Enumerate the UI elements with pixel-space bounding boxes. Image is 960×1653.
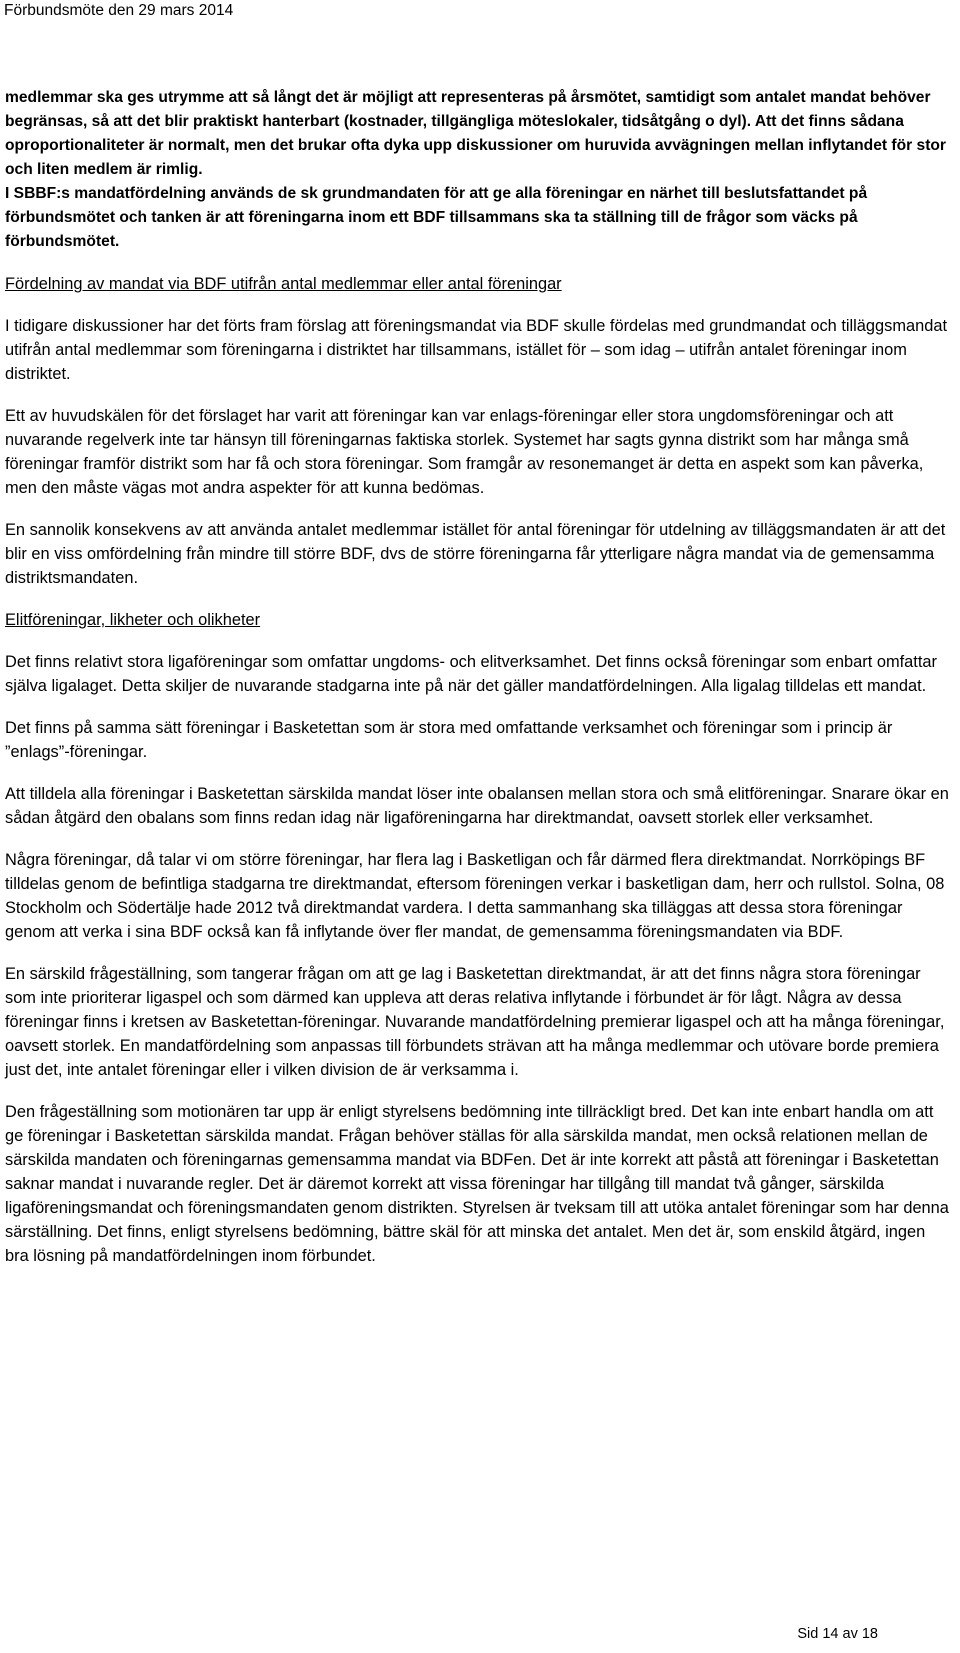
bold-paragraph-text: medlemmar ska ges utrymme att så långt det är möjligt att representeras på årsmötet, samtidigt som antalet mandat behöver begränsas, så att det blir praktiskt hanterbart (kostnader, tillgängliga möteslokaler, tidsåtgång o dyl). Att det finns sådana oproportionaliteter är normalt, men det brukar ofta dyka upp diskussioner om huruvida avvägningen mellan inflytandet för stor och liten medlem är rimlig. bbox=[5, 89, 946, 178]
paragraph: I tidigare diskussioner har det förts fram förslag att föreningsmandat via BDF skulle fördelas med grundmandat och tilläggsmandat utifrån antal medlemmar som föreningarna i distriktet har tillsammans, istället för – som idag – utifrån antalet föreningar inom distriktet. bbox=[5, 317, 948, 383]
bold-paragraph-continuation: I SBBF:s mandatfördelning används de sk grundmandaten för att ge alla föreningar en närhet till beslutsfattandet på förbundsmötet och tanken är att föreningarna inom ett BDF tillsammans ska ta ställning till de frågor som väcks på förbundsmötet. bbox=[5, 185, 868, 250]
paragraph: Ett av huvudskälen för det förslaget har varit att föreningar kan var enlags-föreningar eller stora ungdomsföreningar och att nuvarande regelverk inte tar hänsyn till föreningarnas faktiska storlek. Systemet har sagts gynna distrikt som har många små föreningar framför distrikt som har få och stora föreningar. Som framgår av resonemanget är detta en aspekt som kan påverka, men den måste vägas mot andra aspekter för att kunna bedömas. bbox=[5, 407, 924, 497]
section-heading-elite-clubs: Elitföreningar, likheter och olikheter bbox=[5, 611, 261, 629]
paragraph: Det finns relativt stora ligaföreningar som omfattar ungdoms- och elitverksamhet. Det finns också föreningar som enbart omfattar själva ligalaget. Detta skiljer de nuvarande stadgarna inte på när det gäller mandatfördelningen. Alla ligalag tilldelas ett mandat. bbox=[5, 653, 937, 695]
paragraph: Att tilldela alla föreningar i Basketettan särskilda mandat löser inte obalansen mellan stora och små elitföreningar. Snarare ökar en sådan åtgärd den obalans som finns redan idag när ligaföreningarna har direktmandat, oavsett storlek eller verksamhet. bbox=[5, 785, 949, 827]
section-heading-mandate-distribution: Fördelning av mandat via BDF utifrån antal medlemmar eller antal föreningar bbox=[5, 275, 562, 293]
paragraph: Det finns på samma sätt föreningar i Basketettan som är stora med omfattande verksamhet och föreningar som i princip är ”enlags”-föreningar. bbox=[5, 719, 893, 761]
bold-paragraph bbox=[5, 86, 953, 254]
paragraph: En sannolik konsekvens av att använda antalet medlemmar istället för antal föreningar för utdelning av tilläggsmandaten är att det blir en viss omfördelning från mindre till större BDF, dvs de större föreningarna får ytterligare några mandat via de gemensamma distriktsmandaten. bbox=[5, 521, 946, 587]
body-content bbox=[5, 86, 953, 1286]
paragraph: Några föreningar, då talar vi om större föreningar, har flera lag i Basketligan och får därmed flera direktmandat. Norrköpings BF tilldelas genom de befintliga stadgarna tre direktmandat, eftersom föreningen verkar i basketligan dam, herr och rullstol. Solna, 08 Stockholm och Södertälje hade 2012 två direktmandat vardera. I detta sammanhang ska tilläggas att dessa stora föreningar genom att verka i sina BDF också kan få inflytande över fler mandat, de gemensamma föreningsmandaten via BDF. bbox=[5, 851, 945, 941]
paragraph: Den frågeställning som motionären tar upp är enligt styrelsens bedömning inte tillräckligt bred. Det kan inte enbart handla om att ge föreningar i Basketettan särskilda mandat. Frågan behöver ställas för alla särskilda mandat, men också relationen mellan de särskilda mandaten och föreningarnas gemensamma mandat via BDFen. Det är inte korrekt att påstå att föreningar i Basketettan saknar mandat i nuvarande regler. Det är däremot korrekt att vissa föreningar har tillgång till mandat två gånger, särskilda ligaföreningsmandat och föreningsmandaten genom distrikten. Styrelsen är tveksam till att utöka antalet föreningar som har denna särställning. Det finns, enligt styrelsens bedömning, bättre skäl för att minska det antalet. Men det är, som enskild åtgärd, ingen bra lösning på mandatfördelningen inom förbundet. bbox=[5, 1103, 949, 1265]
page-number: Sid 14 av 18 bbox=[797, 1626, 878, 1642]
paragraph: En särskild frågeställning, som tangerar frågan om att ge lag i Basketettan direktmandat, är att det finns några stora föreningar som inte prioriterar ligaspel och som därmed kan uppleva att deras relativa inflytande i förbundet är för lågt. Några av dessa föreningar finns i kretsen av Basketettan-föreningar. Nuvarande mandatfördelning premierar ligaspel och att ha många föreningar, oavsett storlek. En mandatfördelning som anpassas till förbundets strävan att ha många medlemmar och utövare borde premiera just det, inte antalet föreningar eller i vilken division de är verksamma i. bbox=[5, 965, 945, 1079]
running-header: Förbundsmöte den 29 mars 2014 bbox=[4, 2, 234, 19]
